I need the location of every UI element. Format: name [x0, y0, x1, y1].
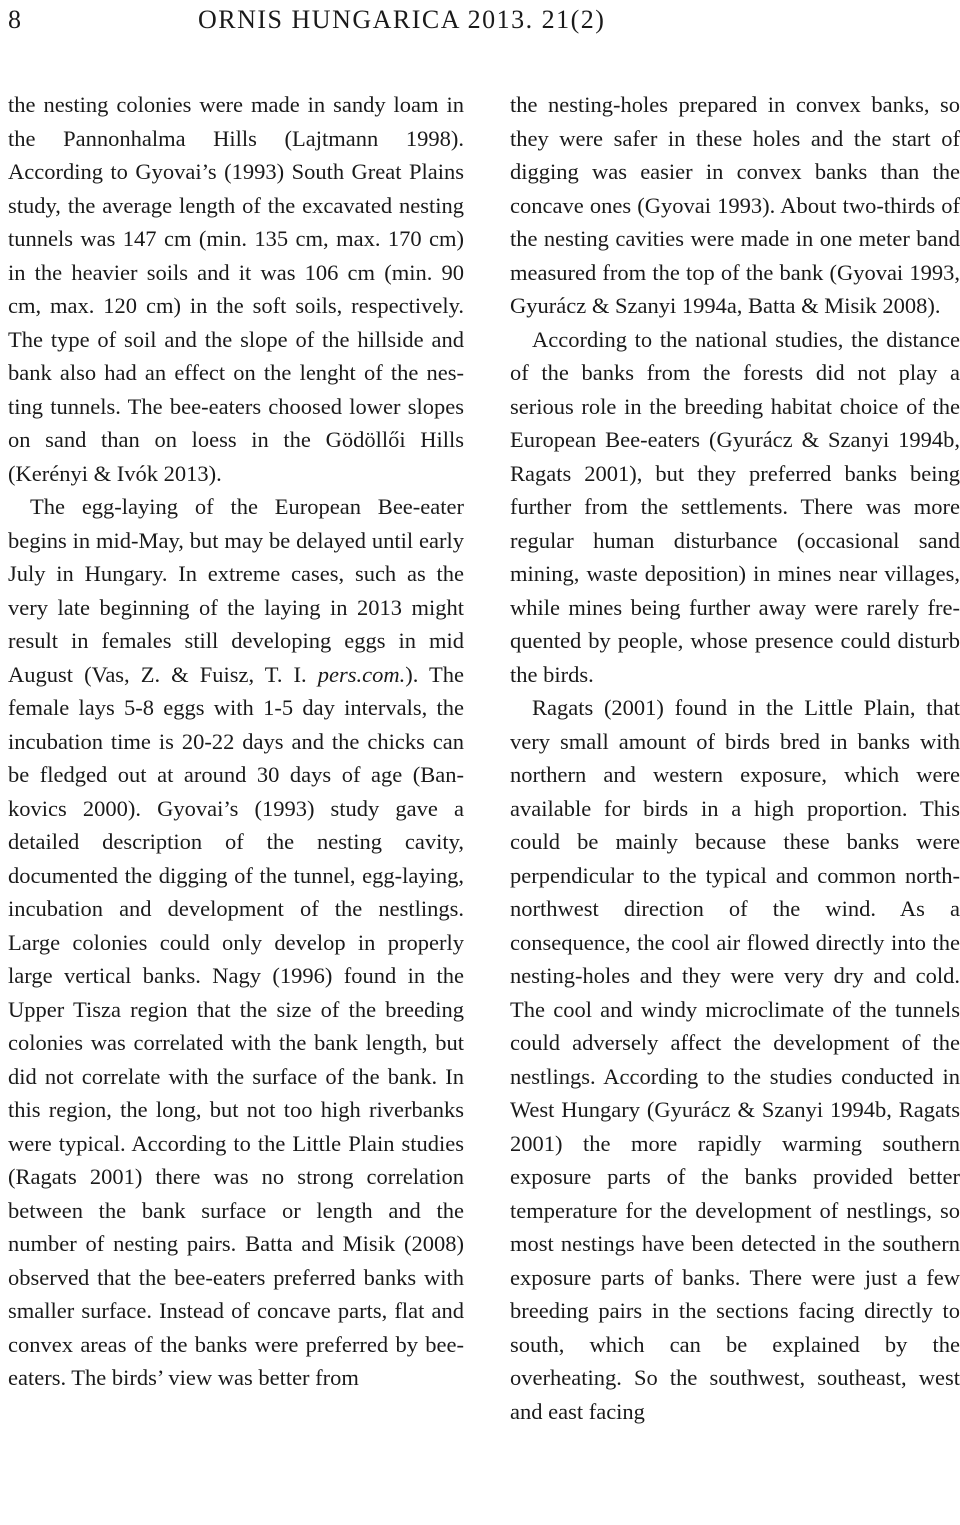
paragraph: [8, 490, 464, 1395]
paragraph-text: ). The female lays 5-8 eggs with 1-5 day intervals, the incubation time is 20-22 days and the chicks can be fledged out at around 30 days of age (Bankovics 2000). Gyovai’s (1993) study gave a detailed description of the nesting cavity, documented the digging of the tunnel, egg-laying, incubation and development of the nestlings. Large colonies could only develop in properly large vertical banks. Nagy (1996) found in the Upper Tisza region that the size of the breeding colonies was correlated with the bank length, but did not correlate with the surface of the bank. In this region, the long, but not too high riverbanks were typical. According to the Little Plain studies (Ragats 2001) there was no strong correlation between the bank surface or length and the number of nesting pairs. Batta and Misik (2008) observed that the bee-eaters preferred banks with smaller surface. Instead of concave parts, flat and convex areas of the banks were preferred by bee-eaters. The birds’ view was better from: [8, 661, 464, 1390]
paragraph: [510, 323, 960, 692]
paragraph-text: According to the national studies, the distance of the banks from the forests did not play a serious role in the breeding habitat choice of the European Bee-eaters (Gyurácz & Szanyi 1994b, Ragats 2001), but they preferred banks being further from the settlements. There was more regular human disturbance (occasional sand mining, waste deposition) in mines near villages, while mines being further away were rarely frequented by people, whose presence could disturb the birds.: [510, 326, 960, 687]
page-number: 8: [8, 5, 22, 34]
paragraph: [510, 88, 960, 323]
running-header: [8, 2, 952, 42]
paragraph-text: the nesting colonies were made in sandy loam in the Pannonhalma Hills (Lajtmann 1998). According to Gyovai’s (1993) South Great Plains study, the average length of the excavated nesting tunnels was 147 cm (min. 135 cm, max. 170 cm) in the heavier soils and it was 106 cm (min. 90 cm, max. 120 cm) in the soft soils, respectively. The type of soil and the slope of the hillside and bank also had an effect on the lenght of the nesting tunnels. The bee-eaters choosed lower slopes on sand than on loess in the Gödöllői Hills (Kerényi & Ivók 2013).: [8, 92, 464, 486]
journal-reference: ORNIS HUNGARICA 2013. 21(2): [198, 5, 606, 34]
paragraph-text: Ragats (2001) found in the Little Plain, that very small amount of birds bred in banks with northern and western exposure, which were available for birds in a high proportion. This could be mainly because these banks were perpendicular to the typical and common north-northwest direction of the wind. As a consequence, the cool air flowed directly into the nesting-holes and they were very dry and cold. The cool and windy microclimate of the tunnels could adversely affect the development of the nestlings. According to the studies conducted in West Hungary (Gyurácz & Szanyi 1994b, Ragats 2001) the more rapidly warming southern exposure parts of the banks provided better temperature for the development of nestlings, so most nestings have been detected in the southern exposure parts of banks. There were just a few breeding pairs in the sections facing directly to south, which can be explained by the overheating. So the southwest, southeast, west and east facing: [510, 695, 960, 1424]
article-body: [8, 88, 960, 1428]
paragraph-text: The egg-laying of the European Bee-eater begins in mid-May, but may be delayed until early July in Hungary. In extreme cases, such as the very late beginning of the laying in 2013 might result in females still developing eggs in mid August (Vas, Z. & Fuisz, T. I.: [8, 494, 464, 687]
italic-abbreviation: pers.com.: [317, 661, 406, 687]
left-column: [8, 88, 464, 1428]
paragraph: [510, 691, 960, 1428]
paragraph-text: the nesting-holes prepared in convex banks, so they were safer in these holes and the start of digging was easier in convex banks than the concave ones (Gyovai 1993). About two-thirds of the nesting cavities were made in one meter band measured from the top of the bank (Gyovai 1993, Gyurácz & Szanyi 1994a, Batta & Misik 2008).: [510, 92, 960, 318]
paragraph: [8, 88, 464, 490]
right-column: [510, 88, 960, 1428]
